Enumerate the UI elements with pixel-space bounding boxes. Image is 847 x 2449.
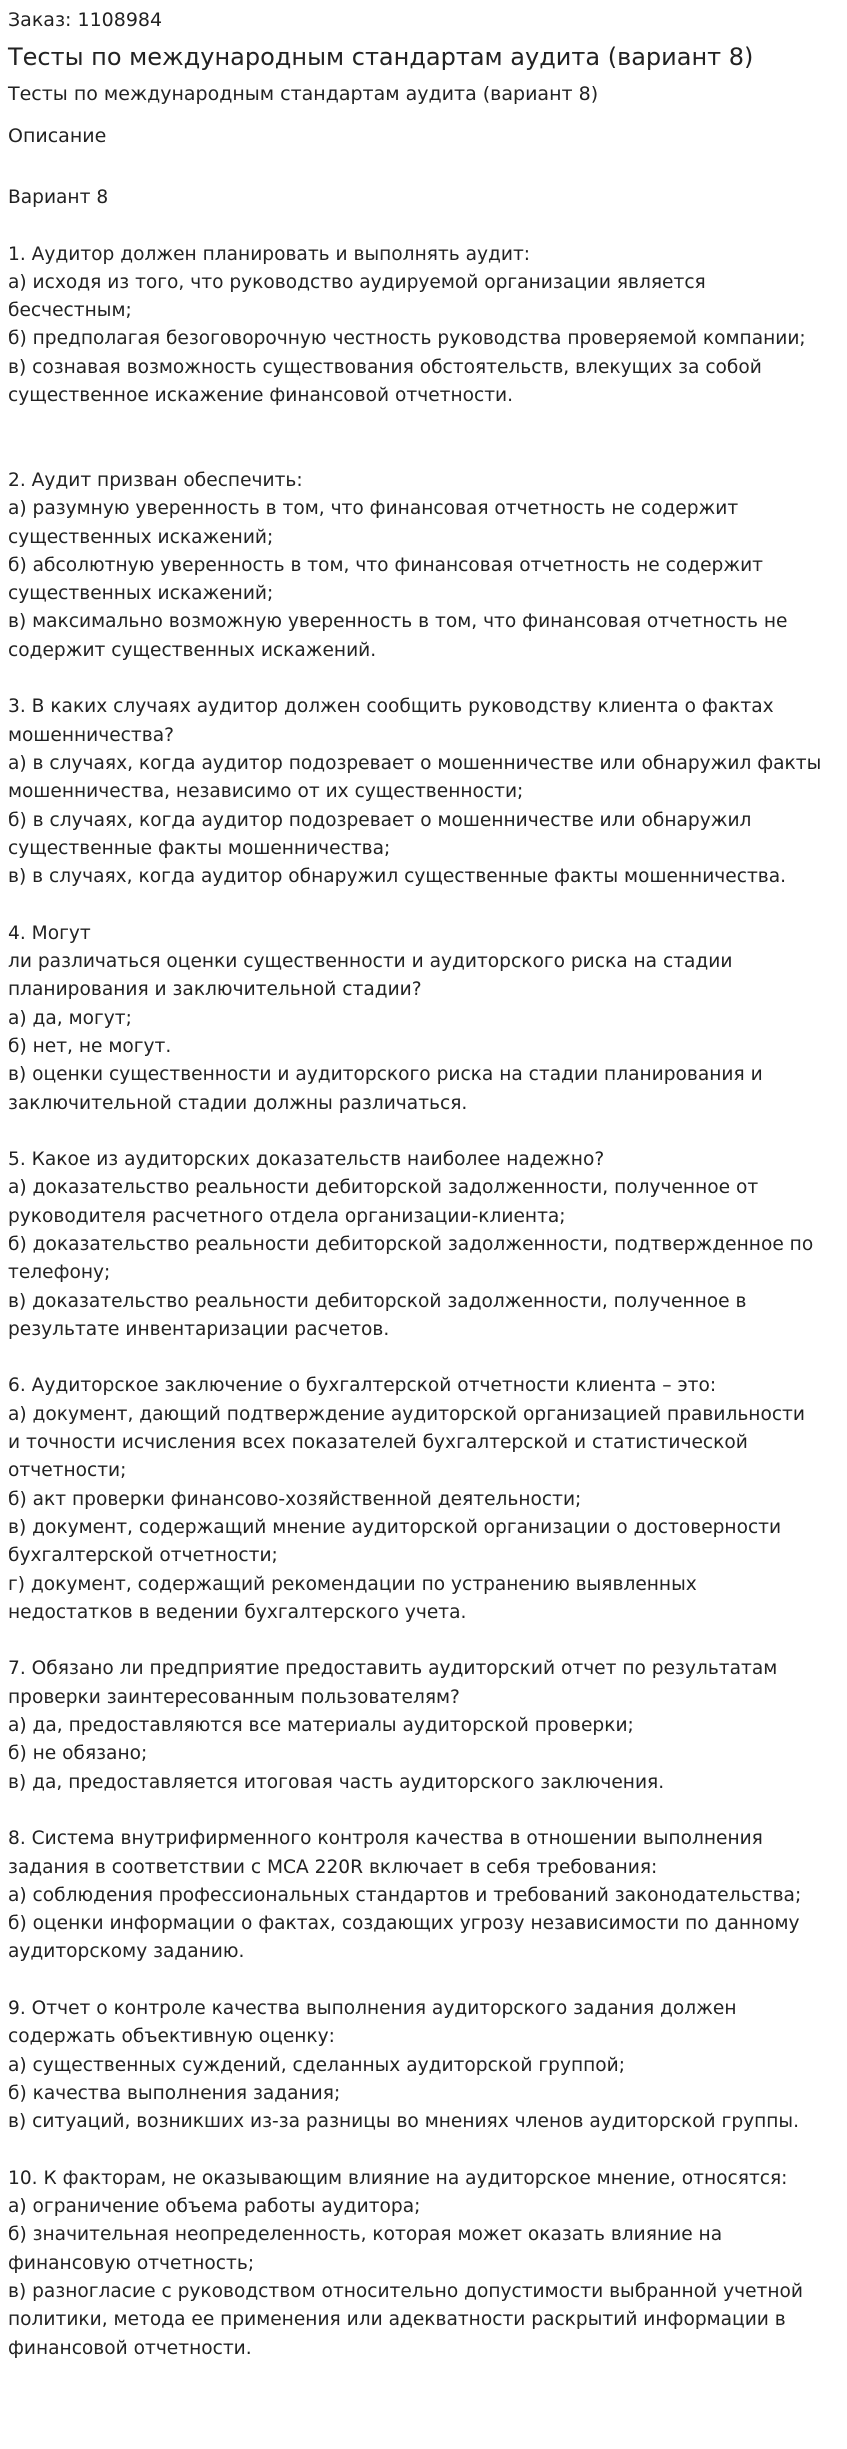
text-line: бесчестным; — [8, 300, 132, 322]
text-line: 3. В каких случаях аудитор должен сообщить руководству клиента о фактах — [8, 696, 774, 718]
text-line: заключительной стадии должны различаться. — [8, 1092, 468, 1114]
text-line: 7. Обязано ли предприятие предоставить аудиторский отчет по результатам — [8, 1658, 778, 1680]
text-line: б) в случаях, когда аудитор подозревает о мошенничестве или обнаружил — [8, 809, 752, 831]
text-line: 2. Аудит призван обеспечить: — [8, 469, 303, 491]
text-line: б) доказательство реальности дебиторской задолженности, подтвержденное по — [8, 1233, 814, 1255]
blank-line — [8, 2136, 839, 2164]
text-line: б) качества выполнения задания; — [8, 2082, 341, 2104]
text-line: а) документ, дающий подтверждение аудиторской организацией правильности — [8, 1403, 805, 1425]
description-heading: Описание — [8, 125, 107, 147]
text-line: 10. К факторам, не оказывающим влияние на аудиторское мнение, относятся: — [8, 2167, 788, 2189]
text-line: а) соблюдения профессиональных стандартов и требований законодательства; — [8, 1884, 802, 1906]
text-line: планирования и заключительной стадии? — [8, 979, 422, 1001]
text-line: а) существенных суждений, сделанных аудиторской группой; — [8, 2054, 626, 2076]
text-line: а) исходя из того, что руководство аудируемой организации является — [8, 271, 706, 293]
text-line: телефону; — [8, 1262, 111, 1284]
text-line: существенных искажений; — [8, 526, 274, 548]
text-line: б) не обязано; — [8, 1743, 148, 1765]
text-line: в) оценки существенности и аудиторского риска на стадии планирования и — [8, 1064, 763, 1086]
text-line: в) разногласие с руководством относительно допустимости выбранной учетной — [8, 2280, 803, 2302]
blank-line — [8, 891, 839, 919]
blank-line — [8, 212, 839, 240]
order-number: Заказ: 1108984 — [8, 9, 163, 31]
text-line: б) предполагая безоговорочную честность руководства проверяемой компании; — [8, 328, 806, 350]
text-line: финансовую отчетность; — [8, 2252, 255, 2274]
text-line: б) нет, не могут. — [8, 1035, 172, 1057]
text-line: 6. Аудиторское заключение о бухгалтерской отчетности клиента – это: — [8, 1375, 717, 1397]
text-line: Вариант 8 — [8, 187, 109, 208]
text-line: а) разумную уверенность в том, что финансовая отчетность не содержит — [8, 498, 739, 520]
blank-line — [8, 410, 839, 438]
text-line: мошенничества? — [8, 724, 174, 746]
text-line: руководителя расчетного отдела организации-клиента; — [8, 1205, 566, 1227]
blank-line — [8, 1344, 839, 1372]
text-line: существенные факты мошенничества; — [8, 837, 391, 859]
text-line: в) да, предоставляется итоговая часть аудиторского заключения. — [8, 1771, 665, 1793]
text-line: а) в случаях, когда аудитор подозревает о мошенничестве или обнаружил факты — [8, 752, 822, 774]
text-line: а) да, могут; — [8, 1007, 132, 1029]
blank-line — [8, 1118, 839, 1146]
text-line: в) максимально возможную уверенность в том, что финансовая отчетность не — [8, 611, 788, 633]
text-line: в) доказательство реальности дебиторской задолженности, полученное в — [8, 1290, 747, 1312]
text-line: мошенничества, независимо от их существенности; — [8, 781, 524, 803]
text-line: б) оценки информации о фактах, создающих угрозу независимости по данному — [8, 1913, 800, 1935]
blank-line — [8, 1627, 839, 1655]
text-line: в) в случаях, когда аудитор обнаружил существенные факты мошенничества. — [8, 866, 787, 888]
text-line: а) ограничение объема работы аудитора; — [8, 2196, 421, 2218]
text-line: бухгалтерской отчетности; — [8, 1545, 278, 1567]
text-line: 9. Отчет о контроле качества выполнения аудиторского задания должен — [8, 1998, 737, 2019]
text-line: существенное искажение финансовой отчетности. — [8, 385, 514, 407]
text-line: в) документ, содержащий мнение аудиторской организации о достоверности — [8, 1516, 782, 1538]
page-title: Тесты по международным стандартам аудита (вариант 8) — [8, 43, 754, 71]
text-line: финансовой отчетности. — [8, 2337, 252, 2359]
blank-line — [8, 1797, 839, 1825]
page-subtitle: Тесты по международным стандартам аудита (вариант 8) — [8, 83, 599, 105]
text-line: а) да, предоставляются все материалы аудиторской проверки; — [8, 1715, 634, 1737]
text-line: б) абсолютную уверенность в том, что финансовая отчетность не содержит — [8, 554, 763, 576]
text-line: в) сознавая возможность существования обстоятельств, влекущих за собой — [8, 356, 762, 378]
blank-line — [8, 665, 839, 693]
text-line: содержит существенных искажений. — [8, 639, 377, 661]
text-line: политики, метода ее применения или адекватности раскрытий информации в — [8, 2309, 786, 2331]
text-line: б) акт проверки финансово-хозяйственной деятельности; — [8, 1488, 582, 1510]
text-line: задания в соответствии с МСА 220R включает в себя требования: — [8, 1856, 658, 1878]
text-line: г) документ, содержащий рекомендации по устранению выявленных — [8, 1573, 697, 1595]
text-line: и точности исчисления всех показателей бухгалтерской и статистической — [8, 1432, 748, 1454]
text-line: 8. Система внутрифирменного контроля качества в отношении выполнения — [8, 1828, 763, 1850]
text-line: отчетности; — [8, 1460, 127, 1482]
text-line: б) значительная неопределенность, которая может оказать влияние на — [8, 2224, 723, 2246]
text-line: результате инвентаризации расчетов. — [8, 1318, 390, 1340]
text-line: а) доказательство реальности дебиторской задолженности, полученное от — [8, 1177, 759, 1199]
text-line: в) ситуаций, возникших из-за разницы во мнениях членов аудиторской группы. — [8, 2111, 800, 2133]
blank-line — [8, 439, 839, 467]
text-line: существенных искажений; — [8, 583, 274, 605]
description-body — [8, 184, 839, 2363]
text-line: проверки заинтересованным пользователям? — [8, 1686, 460, 1708]
text-line: недостатков в ведении бухгалтерского учета. — [8, 1601, 467, 1623]
blank-line — [8, 1967, 839, 1995]
text-line: ли различаться оценки существенности и аудиторского риска на стадии — [8, 951, 733, 973]
text-line: 1. Аудитор должен планировать и выполнять аудит: — [8, 243, 531, 265]
text-line: содержать объективную оценку: — [8, 2026, 335, 2048]
text-line: 4. Могут — [8, 922, 91, 944]
text-line: аудиторскому заданию. — [8, 1941, 245, 1963]
text-line: 5. Какое из аудиторских доказательств наиболее надежно? — [8, 1149, 605, 1171]
